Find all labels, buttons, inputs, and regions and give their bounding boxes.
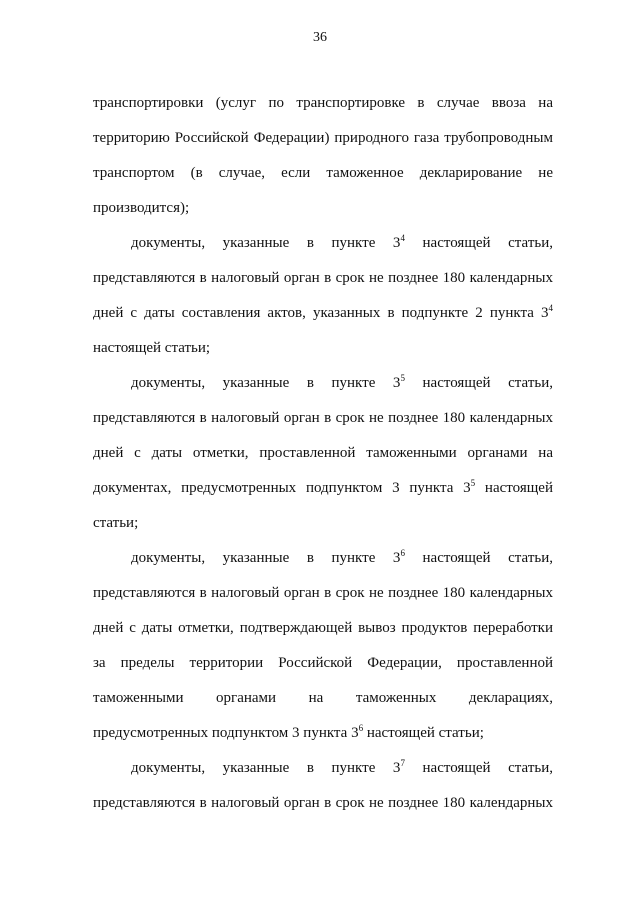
text-line: дней с даты отметки, проставленной таможенными органами на xyxy=(93,445,553,461)
text-line: территорию Российской Федерации) природного газа трубопроводным xyxy=(93,130,553,146)
text-line: документы, указанные в пункте $3^6$ настоящей статьи, xyxy=(131,548,553,566)
text-line: предусмотренных подпунктом 3 пункта $3^6$ настоящей статьи; xyxy=(93,723,484,741)
page-number: 36 xyxy=(313,30,327,45)
text-line: производится); xyxy=(93,200,190,216)
text-line: документы, указанные в пункте $3^7$ настоящей статьи, xyxy=(131,758,553,776)
text-line: транспортом (в случае, если таможенное декларирование не xyxy=(93,165,553,181)
text-line: дней с даты отметки, подтверждающей вывоз продуктов переработки xyxy=(93,620,553,636)
text-line: представляются в налоговый орган в срок не позднее 180 календарных xyxy=(93,585,553,601)
text-line: представляются в налоговый орган в срок не позднее 180 календарных xyxy=(93,795,553,811)
text-line: таможенными органами на таможенных декларациях, xyxy=(93,690,553,706)
text-line: документы, указанные в пункте $3^4$ настоящей статьи, xyxy=(131,233,553,251)
text-line: за пределы территории Российской Федерации, проставленной xyxy=(93,655,553,671)
text-line: настоящей статьи; xyxy=(93,340,211,356)
text-line: представляются в налоговый орган в срок не позднее 180 календарных xyxy=(93,410,553,426)
text-line: статьи; xyxy=(93,515,139,531)
text-line: транспортировки (услуг по транспортировке в случае ввоза на xyxy=(93,95,553,111)
text-line: представляются в налоговый орган в срок не позднее 180 календарных xyxy=(93,270,553,286)
text-line: документах, предусмотренных подпунктом 3 пункта $3^5$ настоящей xyxy=(93,478,553,496)
text-line: документы, указанные в пункте $3^5$ настоящей статьи, xyxy=(131,373,553,391)
text-line: дней с даты составления актов, указанных в подпункте 2 пункта $3^4$ xyxy=(93,303,553,321)
